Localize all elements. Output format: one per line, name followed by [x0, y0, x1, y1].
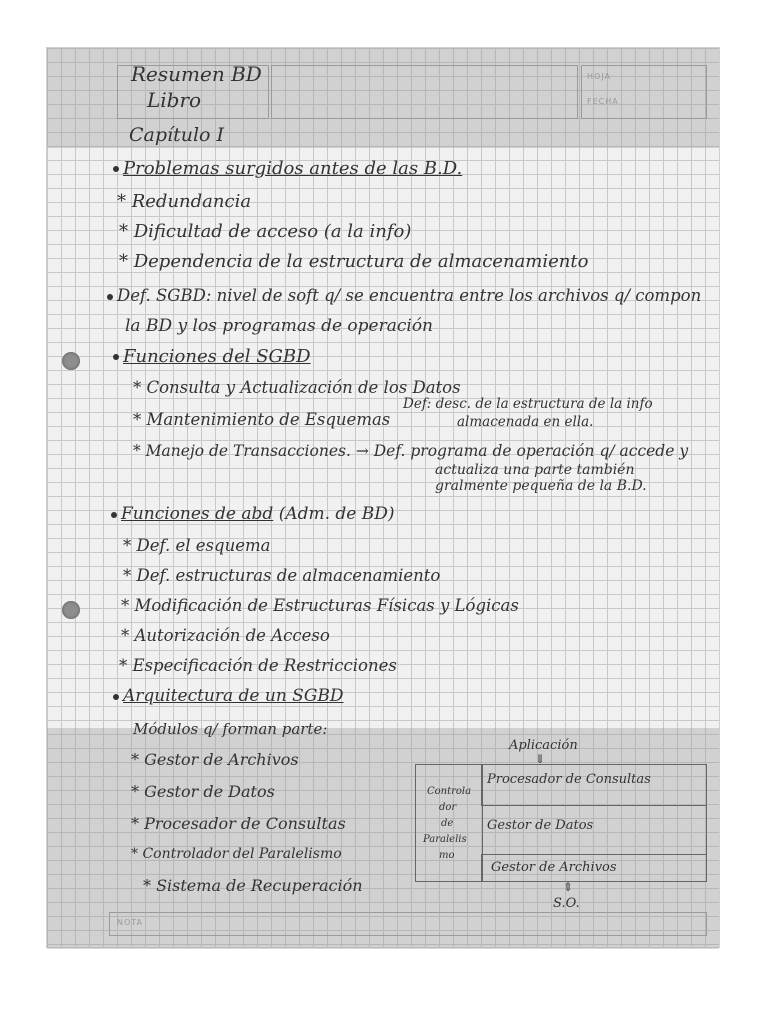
section3-item-1: * Def. el esquema	[123, 536, 271, 555]
section2-item-3: * Manejo de Transacciones. → Def. programa de operación q/ accede y	[133, 442, 689, 460]
trans-note-line-2: actualiza una parte también	[435, 462, 635, 478]
section1-heading	[113, 158, 462, 179]
subject-box	[271, 65, 578, 119]
diagram-side-label-1: Controla	[427, 786, 472, 797]
binder-hole-bottom	[62, 601, 80, 619]
diagram-top-label: Aplicación	[509, 738, 578, 753]
section2-item-2: * Mantenimiento de Esquemas	[133, 410, 391, 429]
diagram-side-label-2: dor	[439, 802, 457, 813]
section2-heading-text: Funciones del SGBD	[123, 346, 311, 367]
chapter-title: Capítulo I	[129, 124, 225, 146]
title-line-1: Resumen BD	[131, 62, 262, 86]
section4-heading	[113, 686, 344, 706]
section4-item-1: * Gestor de Archivos	[131, 750, 299, 769]
section3-heading-suffix: (Adm. de BD)	[278, 504, 395, 524]
section3-item-4: * Autorización de Acceso	[121, 626, 330, 645]
definition-line-1-text: Def. SGBD: nivel de soft q/ se encuentra entre los archivos q/ compon	[117, 286, 702, 305]
binder-hole-top	[62, 352, 80, 370]
section3-heading-text: Funciones de abd	[121, 504, 274, 524]
trans-note-line-3: gralmente pequeña de la B.D.	[435, 478, 647, 494]
section1-item-3: * Dependencia de la estructura de almacenamiento	[119, 251, 589, 272]
diagram-layer-2: Gestor de Datos	[487, 818, 594, 833]
nota-label: NOTA	[117, 918, 144, 927]
bullet-dot	[111, 512, 117, 518]
up-down-arrow-icon: ⇕	[563, 880, 574, 894]
diagram-layer-3: Gestor de Archivos	[491, 860, 617, 875]
notebook-page	[46, 47, 720, 948]
bullet-dot	[113, 166, 119, 172]
section4-item-3: * Procesador de Consultas	[131, 814, 346, 833]
hoja-label: HOJA	[587, 72, 612, 81]
diagram-side-label-3: de	[441, 818, 454, 829]
title-line-2: Libro	[147, 88, 202, 112]
section1-item-1: * Redundancia	[117, 191, 252, 212]
section2-item-1: * Consulta y Actualización de los Datos	[133, 378, 461, 397]
definition-line-2: la BD y los programas de operación	[125, 316, 434, 336]
schema-note-line-1: Def: desc. de la estructura de la info	[403, 396, 653, 412]
section3-item-2: * Def. estructuras de almacenamiento	[123, 566, 441, 585]
section2-heading	[113, 346, 311, 367]
bullet-dot	[113, 354, 119, 360]
diagram-layer-1: Procesador de Consultas	[487, 772, 651, 787]
bullet-dot	[107, 294, 113, 300]
section4-heading-text: Arquitectura de un SGBD	[123, 686, 344, 706]
diagram-bottom-label: S.O.	[553, 896, 580, 911]
section4-item-4: * Controlador del Paralelismo	[131, 846, 342, 862]
section1-item-2: * Dificultad de acceso (a la info)	[119, 221, 412, 242]
nota-box	[109, 912, 707, 936]
down-arrow-icon: ⇓	[535, 752, 546, 766]
section4-subheading: Módulos q/ forman parte:	[133, 720, 328, 738]
bullet-dot	[113, 694, 119, 700]
diagram-side-label-5: mo	[439, 850, 455, 861]
fecha-label: FECHA	[587, 97, 619, 106]
diagram-side-label-4: Paralelis	[423, 834, 467, 845]
section4-item-5: * Sistema de Recuperación	[143, 876, 363, 895]
section3-heading	[111, 504, 395, 524]
section1-heading-text: Problemas surgidos antes de las B.D.	[123, 158, 463, 179]
definition-line-1	[107, 286, 701, 305]
section3-item-5: * Especificación de Restricciones	[119, 656, 397, 675]
schema-note-line-2: almacenada en ella.	[457, 414, 594, 430]
section4-item-2: * Gestor de Datos	[131, 782, 275, 801]
section3-item-3: * Modificación de Estructuras Físicas y Lógicas	[121, 596, 519, 615]
